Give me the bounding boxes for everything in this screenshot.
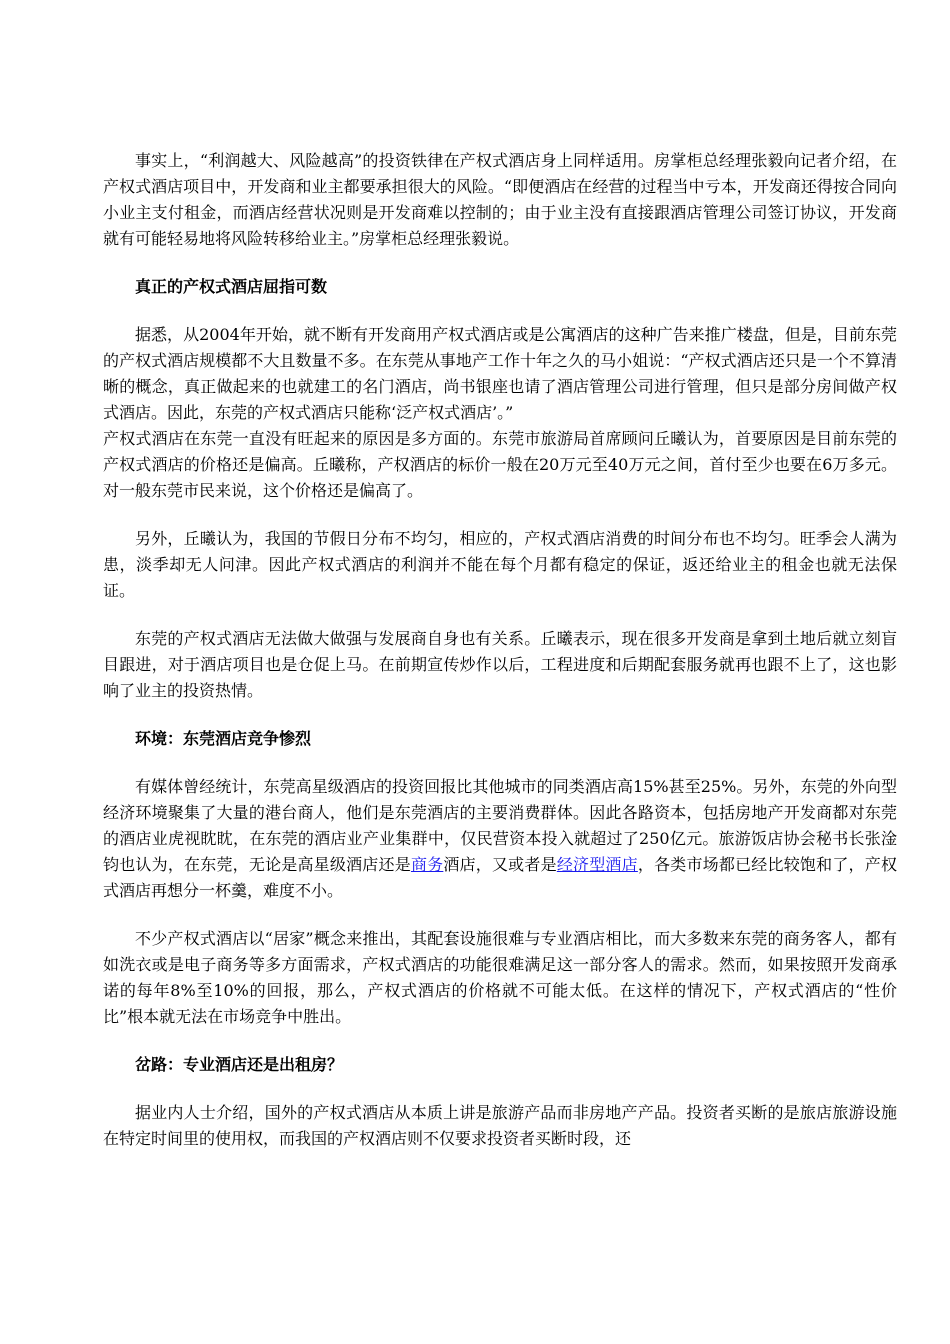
paragraph: 产权式酒店在东莞一直没有旺起来的原因是多方面的。东莞市旅游局首席顾问丘曦认为，首要原因是目前东莞的产权式酒店的价格还是偏高。丘曦称，产权酒店的标价一般在20万元至40万元之间，首付至少也要在6万多元。对一般东莞市民来说，这个价格还是偏高了。 <box>103 429 897 500</box>
paragraph-gap <box>103 504 897 526</box>
paragraph-with-links <box>103 774 897 904</box>
economy-hotel-link[interactable]: 经济型酒店 <box>556 855 638 874</box>
paragraph: 东莞的产权式酒店无法做大做强与发展商自身也有关系。丘曦表示，现在很多开发商是拿到土地后就立刻盲目跟进，对于酒店项目也是仓促上马。在前期宣传炒作以后，工程进度和后期配套服务就再也跟不上了，这也影响了业主的投资热情。 <box>103 629 897 700</box>
paragraph-text: 有媒体曾经统计，东莞高星级酒店的投资回报比其他城市的同类酒店高15%甚至25%。另外，东莞的外向型经济环境聚集了大量的港台商人，他们是东莞酒店的主要消费群体。因此各路资本，包括房地产开发商都对东莞的酒店业虎视眈眈，在东莞的酒店业产业集群中，仅民营资本投入就超过了250亿元。旅游饭店协会秘书长张淦钧也认为，在东莞，无论是高星级酒店还是 <box>103 777 897 874</box>
paragraph: 据悉，从2004年开始，就不断有开发商用产权式酒店或是公寓酒店的这种广告来推广楼盘，但是，目前东莞的产权式酒店规模都不大且数量不多。在东莞从事地产工作十年之久的马小姐说：“产权式酒店还只是一个不算清晰的概念，真正做起来的也就建工的名门酒店，尚书银座也请了酒店管理公司进行管理，但只是部分房间做产权式酒店。因此，东莞的产权式酒店只能称‘泛产权式酒店’。” <box>103 325 897 422</box>
paragraph: 不少产权式酒店以“居家”概念来推出，其配套设施很难与专业酒店相比，而大多数来东莞的商务客人，都有如洗衣或是电子商务等多方面需求，产权式酒店的功能很难满足这一部分客人的需求。然而，如果按照开发商承诺的每年8%至10%的回报，那么，产权式酒店的价格就不可能太低。在这样的情况下，产权式酒店的“性价比”根本就无法在市场竞争中胜出。 <box>103 929 897 1026</box>
paragraph-gap <box>103 704 897 726</box>
paragraph-gap <box>103 752 897 774</box>
section-heading: 岔路：专业酒店还是出租房？ <box>135 1055 344 1074</box>
paragraph-gap <box>103 904 897 926</box>
section-heading: 真正的产权式酒店屈指可数 <box>135 277 328 296</box>
paragraph-text: 酒店，又或者是 <box>443 855 557 874</box>
section-heading: 环境：东莞酒店竞争惨烈 <box>135 729 312 748</box>
paragraph: 另外，丘曦认为，我国的节假日分布不均匀，相应的，产权式酒店消费的时间分布也不均匀。旺季会人满为患，淡季却无人问津。因此产权式酒店的利润并不能在每个月都有稳定的保证，返还给业主的租金也就无法保证。 <box>103 529 897 600</box>
paragraph: 据业内人士介绍，国外的产权式酒店从本质上讲是旅游产品而非房地产产品。投资者买断的是旅店旅游设施在特定时间里的使用权，而我国的产权酒店则不仅要求投资者买断时段，还 <box>103 1103 897 1148</box>
paragraph-gap <box>103 252 897 274</box>
paragraph: 事实上，“利润越大、风险越高”的投资铁律在产权式酒店身上同样适用。房掌柜总经理张毅向记者介绍，在产权式酒店项目中，开发商和业主都要承担很大的风险。“即便酒店在经营的过程当中亏本，开发商还得按合同向小业主支付租金，而酒店经营状况则是开发商难以控制的；由于业主没有直接跟酒店管理公司签订协议，开发商就有可能轻易地将风险转移给业主。”房掌柜总经理张毅说。 <box>103 151 897 248</box>
document-body <box>103 148 897 1152</box>
paragraph-gap <box>103 604 897 626</box>
paragraph-gap <box>103 1078 897 1100</box>
paragraph-gap <box>103 300 897 322</box>
paragraph-gap <box>103 1030 897 1052</box>
business-hotel-link[interactable]: 商务 <box>410 855 444 874</box>
paragraph-text: ，各类市场都已经比较饱和了，产权式酒店再想分一杯羹，难度不小。 <box>103 855 897 900</box>
